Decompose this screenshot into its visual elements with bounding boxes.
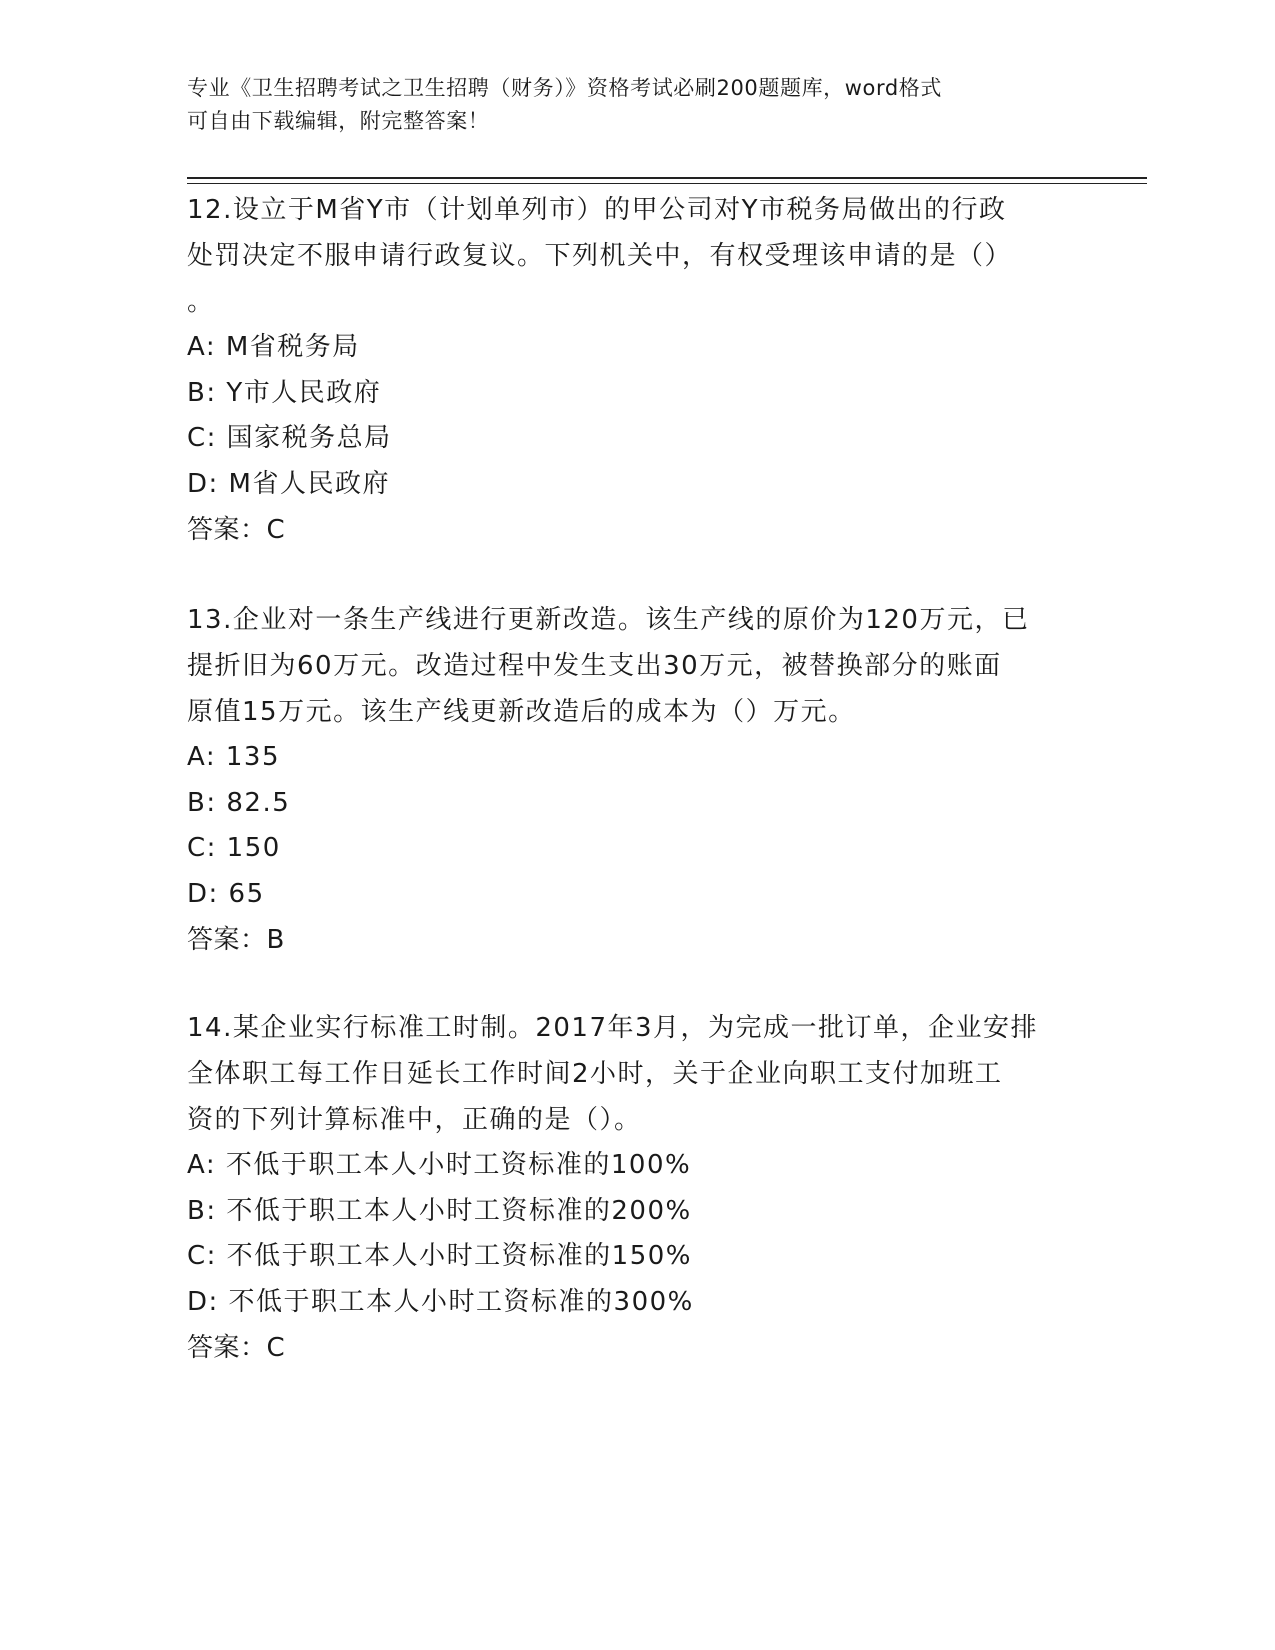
header-divider-thick <box>187 177 1147 179</box>
header-line-2: 可自由下载编辑，附完整答案！ <box>187 109 490 133</box>
header-line-1: 专业《卫生招聘考试之卫生招聘（财务）》资格考试必刷200题题库，word格式 <box>187 76 942 100</box>
question-line: 处罚决定不服申请行政复议。下列机关中，有权受理该申请的是（） <box>187 241 1013 271</box>
question-text <box>187 187 1067 325</box>
question-line: 。 <box>187 287 215 317</box>
question-12 <box>187 187 1087 553</box>
option-b: B: 82.5 <box>187 787 291 818</box>
question-line: 原值15万元。该生产线更新改造后的成本为（）万元。 <box>187 697 856 727</box>
option-c: C: 不低于职工本人小时工资标准的150% <box>187 1241 693 1271</box>
option-a: A: 135 <box>187 742 280 772</box>
option-b: B: 不低于职工本人小时工资标准的200% <box>187 1195 692 1226</box>
question-text <box>187 597 1067 735</box>
question-line: 提折旧为60万元。改造过程中发生支出30万元，被替换部分的账面 <box>187 651 1002 681</box>
answer-line: 答案：C <box>187 515 286 545</box>
question-14 <box>187 1005 1087 1371</box>
document-header <box>187 72 1067 138</box>
answer-line: 答案：B <box>187 925 285 955</box>
option-b: B: Y市人民政府 <box>187 377 382 408</box>
question-line: 12.设立于M省Y市（计划单列市）的甲公司对Y市税务局做出的行政 <box>187 195 1007 225</box>
option-d: D: M省人民政府 <box>187 468 390 499</box>
option-d: D: 不低于职工本人小时工资标准的300% <box>187 1286 694 1317</box>
question-line: 全体职工每工作日延长工作时间2小时，关于企业向职工支付加班工 <box>187 1059 1003 1089</box>
option-d: D: 65 <box>187 878 265 909</box>
option-c: C: 国家税务总局 <box>187 423 392 453</box>
header-divider-thin <box>187 183 1147 184</box>
question-line: 14.某企业实行标准工时制。2017年3月，为完成一批订单，企业安排 <box>187 1013 1039 1043</box>
question-line: 资的下列计算标准中，正确的是（）。 <box>187 1105 642 1135</box>
option-a: A: M省税务局 <box>187 332 360 362</box>
question-line: 13.企业对一条生产线进行更新改造。该生产线的原价为120万元，已 <box>187 605 1030 635</box>
answer-line: 答案：C <box>187 1333 286 1363</box>
option-c: C: 150 <box>187 833 281 863</box>
question-13 <box>187 597 1087 963</box>
option-a: A: 不低于职工本人小时工资标准的100% <box>187 1150 692 1180</box>
question-text <box>187 1005 1067 1143</box>
